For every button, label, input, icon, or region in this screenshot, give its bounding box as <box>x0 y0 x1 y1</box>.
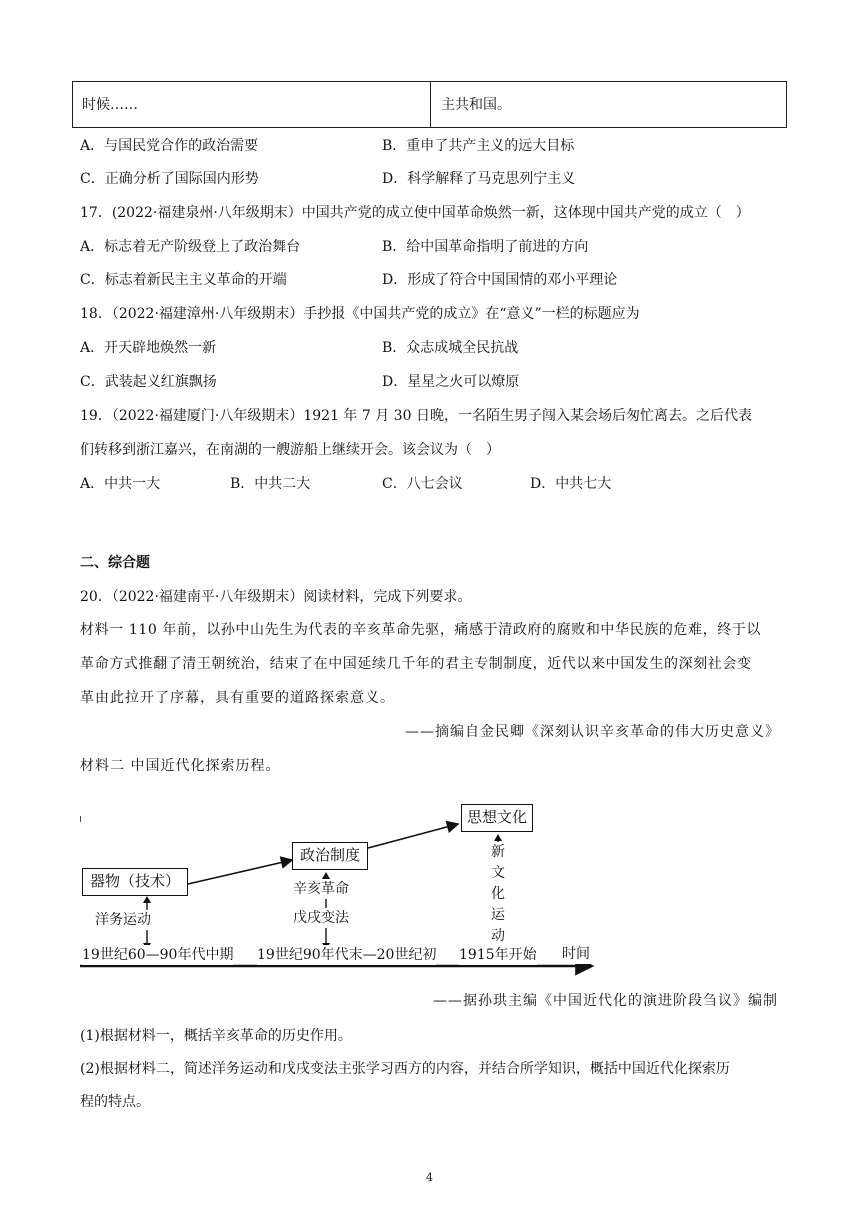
table-divider <box>430 82 431 127</box>
material1-source: ——摘编自金民卿《深刻认识辛亥革命的伟大历史意义》 <box>405 724 780 740</box>
q18-option-b: B．众志成城全民抗战 <box>382 340 519 356</box>
material1-line2: 革命方式推翻了清王朝统治，结束了在中国延续几千年的君主专制制度，近代以来中国发生的深刻社会变 <box>80 656 752 672</box>
q19-stem-line1: 19．（2022·福建厦门·八年级期末）1921 年 7 月 30 日晚，一名陌生男子闯入某会场后匆忙离去。之后代表 <box>80 408 752 424</box>
sub-question-2-line2: 程的特点。 <box>80 1094 150 1110</box>
q17-option-a: A．标志着无产阶级登上了政治舞台 <box>80 239 301 255</box>
table-cell-left: 时候…… <box>82 97 138 113</box>
modernization-diagram <box>80 802 610 980</box>
q16-option-d: D．科学解释了马克思列宁主义 <box>382 171 576 187</box>
vchar: 运 <box>491 907 505 923</box>
q16-option-a: A．与国民党合作的政治需要 <box>80 138 259 154</box>
box-thought-culture: 思想文化 <box>461 804 533 832</box>
q17-option-d: D．形成了符合中国国情的邓小平理论 <box>382 272 618 288</box>
material1-line1: 材料一 110 年前，以孙中山先生为代表的辛亥革命先驱，痛感于清政府的腐败和中华民族的危难，终于以 <box>80 622 762 638</box>
vchar: 新 <box>491 844 505 860</box>
material2-title: 材料二 中国近代化探索历程。 <box>80 758 281 774</box>
vchar: 化 <box>491 886 505 902</box>
q17-option-b: B．给中国革命指明了前进的方向 <box>382 239 589 255</box>
box-political-system: 政治制度 <box>292 842 368 870</box>
q19-option-a: A．中共一大 <box>80 476 161 492</box>
label-new-culture-movement <box>490 842 506 947</box>
q19-option-c: C．八七会议 <box>382 476 463 492</box>
period-3: 1915年开始 <box>459 947 537 963</box>
box-objects-technology: 器物（技术） <box>82 868 188 896</box>
sub-question-1: (1)根据材料一，概括辛亥革命的历史作用。 <box>80 1028 352 1044</box>
table-cell-right: 主共和国。 <box>441 97 511 113</box>
vchar: 文 <box>491 865 505 881</box>
axis-label-time: 时间 <box>562 946 590 962</box>
period-1: 19世纪60—90年代中期 <box>82 947 234 963</box>
material2-source: ——据孙珙主编《中国近代化的演进阶段刍议》编制 <box>433 993 778 1009</box>
q18-option-c: C．武装起义红旗飘扬 <box>80 374 217 390</box>
sub-question-2-line1: (2)根据材料二，简述洋务运动和戊戌变法主张学习西方的内容，并结合所学知识，概括中国近代化探索历 <box>80 1061 730 1077</box>
label-hundred-days-reform: 戊戌变法 <box>293 910 349 926</box>
period-2: 19世纪90年代末—20世纪初 <box>257 947 437 963</box>
q17-option-c: C．标志着新民主主义革命的开端 <box>80 272 287 288</box>
label-westernization-movement: 洋务运动 <box>95 912 151 928</box>
q19-option-d: D．中共七大 <box>530 476 612 492</box>
label-1911-revolution: 辛亥革命 <box>293 881 349 897</box>
q16-option-c: C．正确分析了国际国内形势 <box>80 171 259 187</box>
vchar: 动 <box>491 928 505 944</box>
table-fragment <box>72 81 787 128</box>
q19-stem-line2: 们转移到浙江嘉兴，在南湖的一艘游船上继续开会。该会议为（ ） <box>80 442 500 458</box>
q20-stem: 20．（2022·福建南平·八年级期末）阅读材料，完成下列要求。 <box>80 589 472 605</box>
q18-option-a: A．开天辟地焕然一新 <box>80 340 217 356</box>
q16-option-b: B．重申了共产主义的远大目标 <box>382 138 575 154</box>
page-number: 4 <box>426 1171 433 1184</box>
material1-line3: 革由此拉开了序幕，具有重要的道路探索意义。 <box>80 690 395 706</box>
q18-stem: 18．（2022·福建漳州·八年级期末）手抄报《中国共产党的成立》在“意义”一栏的标题应为 <box>80 306 640 322</box>
q19-option-b: B．中共二大 <box>230 476 311 492</box>
q18-option-d: D．星星之火可以燎原 <box>382 374 520 390</box>
section-title: 二、综合题 <box>80 555 150 571</box>
q17-stem: 17．(2022·福建泉州·八年级期末）中国共产党的成立使中国革命焕然一新，这体现中国共产党的成立（ ） <box>80 205 750 221</box>
